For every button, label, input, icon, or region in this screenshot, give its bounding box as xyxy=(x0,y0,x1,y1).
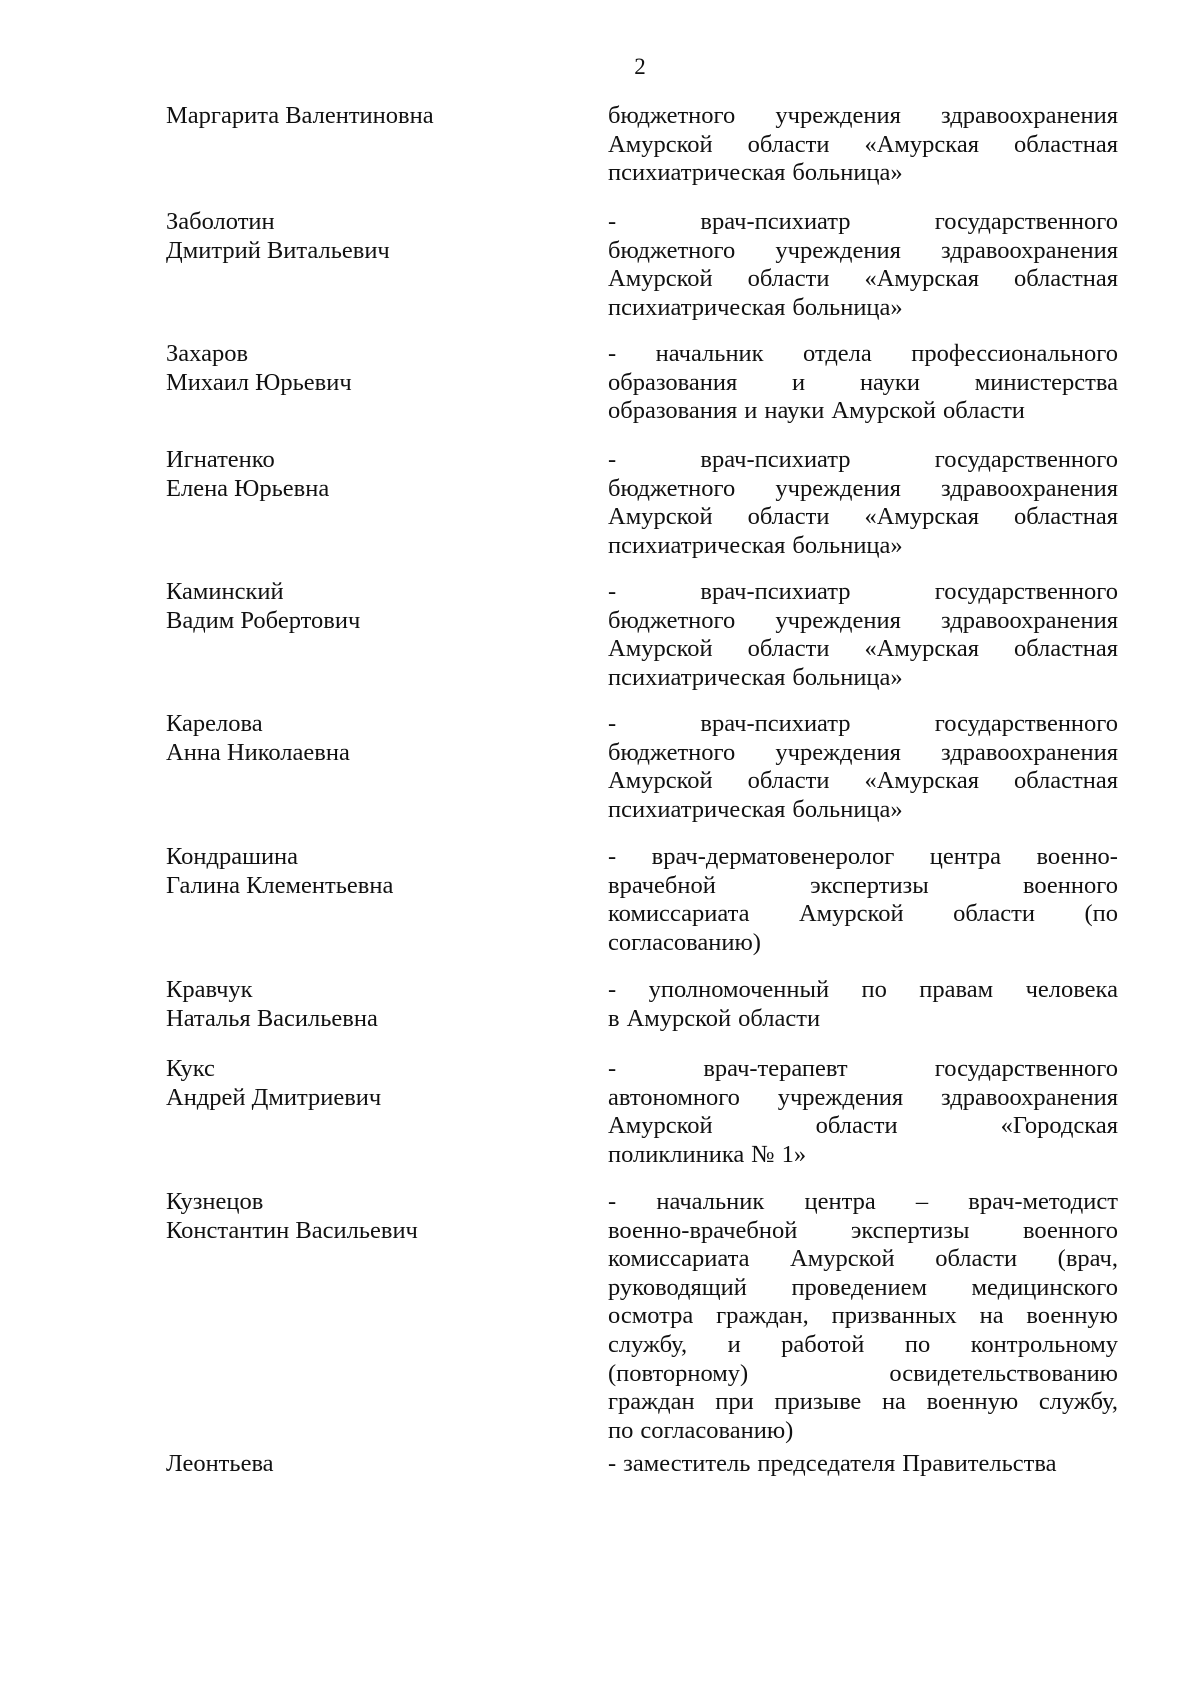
position-line xyxy=(608,929,1118,958)
position-line xyxy=(608,767,1118,796)
member-name-line: Константин Васильевич xyxy=(166,1216,418,1244)
position-word: призыве xyxy=(774,1388,862,1416)
member-name-line: Леонтьева xyxy=(166,1450,274,1477)
member-name xyxy=(166,1055,566,1112)
position-line xyxy=(608,208,1118,237)
position-word: человека xyxy=(1025,976,1118,1003)
position-word: здравоохранения xyxy=(941,606,1118,634)
position-line xyxy=(608,1141,1118,1170)
position-word: области xyxy=(815,1112,898,1140)
position-word: больница» xyxy=(792,795,903,823)
member-name-line: Каминский xyxy=(166,578,284,605)
position-word: начальник xyxy=(655,340,764,367)
member-name-line: Галина Клементьевна xyxy=(166,871,394,899)
position-word: психиатрическая xyxy=(608,159,786,187)
position-word: на xyxy=(979,1302,1004,1330)
position-line xyxy=(608,1331,1118,1360)
position-word: областная xyxy=(1013,503,1118,531)
position-word: контрольному xyxy=(970,1330,1118,1358)
position-word: психиатрическая xyxy=(608,293,786,321)
position-word: Амурской xyxy=(831,397,936,425)
position-word: бюджетного xyxy=(608,236,736,264)
position-line xyxy=(608,532,1118,561)
position-line xyxy=(608,1302,1118,1331)
position-word: граждан xyxy=(608,1388,695,1416)
member-position xyxy=(608,710,1118,824)
position-word: (повторному) xyxy=(608,1359,749,1387)
position-word: (по xyxy=(1084,900,1118,928)
position-word: области xyxy=(738,1004,821,1032)
position-word: - xyxy=(608,446,617,473)
position-word: - xyxy=(608,1188,617,1215)
position-word: бюджетного xyxy=(608,102,736,129)
member-position xyxy=(608,1188,1118,1445)
member-name-line: Карелова xyxy=(166,710,263,737)
position-word: начальник xyxy=(656,1188,765,1215)
position-word: государственного xyxy=(934,446,1118,473)
member-name-line: Анна Николаевна xyxy=(166,738,350,766)
position-word: бюджетного xyxy=(608,606,736,634)
position-line xyxy=(608,1112,1118,1141)
position-word: государственного xyxy=(934,208,1118,235)
member-name xyxy=(166,1188,566,1245)
position-word: согласованию) xyxy=(608,928,761,956)
member-name xyxy=(166,1450,566,1479)
position-word: Амурской xyxy=(608,635,713,663)
position-word: области xyxy=(747,503,830,531)
position-word: согласованию) xyxy=(640,1416,794,1444)
position-word: области xyxy=(747,265,830,293)
position-word: врач-психиатр xyxy=(700,710,851,737)
position-word: службу, xyxy=(608,1330,688,1358)
position-word: - xyxy=(608,1450,617,1477)
position-line xyxy=(608,739,1118,768)
position-word: «Амурская xyxy=(864,503,979,531)
position-word: комиссариата xyxy=(608,900,750,928)
position-word: призванных xyxy=(831,1302,957,1330)
position-line xyxy=(608,843,1118,872)
position-word: уполномоченный xyxy=(648,976,830,1003)
position-word: областная xyxy=(1013,130,1118,158)
position-line xyxy=(608,578,1118,607)
member-position xyxy=(608,1450,1118,1479)
position-line xyxy=(608,796,1118,825)
position-word: государственного xyxy=(934,578,1118,605)
position-word: руководящий xyxy=(608,1273,747,1301)
member-name-line: Кукс xyxy=(166,1055,215,1082)
position-word: поликлиника xyxy=(608,1140,745,1168)
position-word: и xyxy=(792,368,806,396)
position-word: медицинского xyxy=(971,1273,1118,1301)
position-word: военно- xyxy=(1036,843,1118,870)
position-word: науки xyxy=(859,368,920,396)
position-word: и xyxy=(727,1330,741,1358)
position-word: врач-дерматовенеролог xyxy=(651,843,895,870)
position-word: бюджетного xyxy=(608,738,736,766)
position-word: области xyxy=(747,635,830,663)
position-line xyxy=(608,976,1118,1005)
position-word: образования xyxy=(608,397,738,425)
position-word: Амурской xyxy=(608,265,713,293)
position-word: областная xyxy=(1013,265,1118,293)
position-word: осмотра xyxy=(608,1302,694,1330)
position-word: здравоохранения xyxy=(941,236,1118,264)
position-word: экспертизы xyxy=(810,871,929,899)
member-name xyxy=(166,446,566,503)
position-word: службу, xyxy=(1038,1388,1118,1416)
position-word: при xyxy=(715,1388,754,1416)
position-word: Правительства xyxy=(902,1450,1057,1477)
member-name-line: Вадим Робертович xyxy=(166,606,361,634)
position-word: больница» xyxy=(792,663,903,691)
position-line xyxy=(608,265,1118,294)
position-word: - xyxy=(608,578,617,605)
position-word: врач-психиатр xyxy=(700,578,851,605)
position-word: правам xyxy=(919,976,994,1003)
member-name-line: Кондрашина xyxy=(166,843,299,870)
member-name xyxy=(166,843,566,900)
position-word: здравоохранения xyxy=(941,738,1118,766)
position-word: «Амурская xyxy=(864,130,979,158)
member-name-line: Михаил Юрьевич xyxy=(166,368,352,396)
position-line xyxy=(608,1417,1118,1446)
member-name xyxy=(166,102,566,131)
position-word: Амурской xyxy=(790,1245,895,1273)
position-word: комиссариата xyxy=(608,1245,750,1273)
position-line xyxy=(608,397,1118,426)
position-word: учреждения xyxy=(777,1083,904,1111)
position-line xyxy=(608,159,1118,188)
member-position xyxy=(608,976,1118,1033)
position-word: проведением xyxy=(791,1273,927,1301)
position-word: - xyxy=(608,208,617,235)
member-position xyxy=(608,208,1118,322)
position-word: государственного xyxy=(934,1055,1118,1082)
position-word: учреждения xyxy=(775,474,901,502)
member-name-line: Кравчук xyxy=(166,976,253,1003)
position-word: работой xyxy=(781,1330,865,1358)
position-word: военную xyxy=(926,1388,1019,1416)
member-name-line: Дмитрий Витальевич xyxy=(166,236,390,264)
position-word: - xyxy=(608,843,617,870)
position-line xyxy=(608,1360,1118,1389)
position-word: психиатрическая xyxy=(608,531,786,559)
position-word: 1» xyxy=(781,1140,807,1168)
member-name xyxy=(166,578,566,635)
position-line xyxy=(608,635,1118,664)
position-word: области xyxy=(942,397,1025,425)
position-word: учреждения xyxy=(775,102,901,129)
position-word: области xyxy=(747,130,830,158)
position-word: экспертизы xyxy=(850,1216,970,1244)
position-word: психиатрическая xyxy=(608,663,786,691)
member-name-line: Захаров xyxy=(166,340,249,367)
position-word: врач-психиатр xyxy=(700,208,851,235)
position-word: - xyxy=(608,340,617,367)
position-word: врач-терапевт xyxy=(703,1055,848,1082)
member-position xyxy=(608,446,1118,560)
position-word: министерства xyxy=(974,368,1118,396)
position-line xyxy=(608,475,1118,504)
position-line xyxy=(608,1245,1118,1274)
position-word: председателя xyxy=(757,1450,896,1477)
position-word: и xyxy=(744,397,758,425)
position-word: здравоохранения xyxy=(941,1083,1118,1111)
position-line xyxy=(608,503,1118,532)
position-word: врач-психиатр xyxy=(700,446,851,473)
position-line xyxy=(608,369,1118,398)
position-word: военного xyxy=(1023,1216,1118,1244)
position-word: центра xyxy=(929,843,1002,870)
member-name-line: Игнатенко xyxy=(166,446,275,473)
position-line xyxy=(608,1084,1118,1113)
position-word: - xyxy=(608,976,617,1003)
position-word: здравоохранения xyxy=(941,102,1118,129)
position-word: на xyxy=(881,1388,906,1416)
position-line xyxy=(608,131,1118,160)
position-word: учреждения xyxy=(775,606,901,634)
position-line xyxy=(608,237,1118,266)
position-word: бюджетного xyxy=(608,474,736,502)
position-line xyxy=(608,1005,1118,1034)
member-name-line: Наталья Васильевна xyxy=(166,1004,378,1032)
member-name xyxy=(166,710,566,767)
position-word: учреждения xyxy=(775,236,901,264)
position-line xyxy=(608,900,1118,929)
position-line xyxy=(608,294,1118,323)
position-word: автономного xyxy=(608,1083,740,1111)
member-name-line: Кузнецов xyxy=(166,1188,264,1215)
position-word: № xyxy=(751,1140,775,1168)
position-word: областная xyxy=(1013,767,1118,795)
member-position xyxy=(608,340,1118,426)
position-word: Амурской xyxy=(608,503,713,531)
position-line xyxy=(608,607,1118,636)
position-word: профессионального xyxy=(911,340,1118,367)
position-word: освидетельствованию xyxy=(889,1359,1118,1387)
position-line xyxy=(608,1217,1118,1246)
position-word: Амурской xyxy=(608,767,713,795)
position-word: - xyxy=(608,1055,617,1082)
position-word: по xyxy=(904,1330,931,1358)
position-word: государственного xyxy=(934,710,1118,737)
position-word: врачебной xyxy=(608,871,716,899)
position-word: науки xyxy=(764,397,825,425)
position-word: военно-врачебной xyxy=(608,1216,798,1244)
member-name-line: Елена Юрьевна xyxy=(166,474,330,502)
position-word: Амурской xyxy=(626,1004,732,1032)
position-line xyxy=(608,1450,1118,1479)
member-position xyxy=(608,102,1118,188)
position-word: области xyxy=(953,900,1035,928)
member-name xyxy=(166,340,566,397)
position-word: Амурской xyxy=(608,1112,713,1140)
position-word: области xyxy=(935,1245,1018,1273)
member-name-line: Заболотин xyxy=(166,208,275,235)
position-line xyxy=(608,1274,1118,1303)
position-word: «Амурская xyxy=(864,635,979,663)
position-word: больница» xyxy=(792,159,903,187)
position-word: военного xyxy=(1022,871,1118,899)
member-position xyxy=(608,843,1118,957)
position-word: здравоохранения xyxy=(941,474,1118,502)
member-name xyxy=(166,208,566,265)
position-word: центра xyxy=(804,1188,876,1215)
member-position xyxy=(608,1055,1118,1169)
position-word: заместитель xyxy=(623,1450,751,1477)
position-line xyxy=(608,710,1118,739)
position-word: «Амурская xyxy=(864,767,979,795)
position-word: учреждения xyxy=(775,738,901,766)
position-line xyxy=(608,340,1118,369)
position-line xyxy=(608,102,1118,131)
position-word: больница» xyxy=(792,293,903,321)
position-line xyxy=(608,446,1118,475)
position-word: больница» xyxy=(792,531,903,559)
position-word: граждан, xyxy=(716,1302,809,1330)
member-position xyxy=(608,578,1118,692)
position-word: по xyxy=(861,976,887,1003)
position-word: отдела xyxy=(803,340,872,367)
position-word: - xyxy=(608,710,617,737)
position-word: Амурской xyxy=(608,130,713,158)
position-line xyxy=(608,1388,1118,1417)
page-number: 2 xyxy=(634,54,646,79)
position-line xyxy=(608,872,1118,901)
position-word: психиатрическая xyxy=(608,795,786,823)
position-word: области xyxy=(747,767,830,795)
position-line xyxy=(608,1188,1118,1217)
position-word: образования xyxy=(608,368,738,396)
position-word: «Амурская xyxy=(864,265,979,293)
member-name-line: Маргарита Валентиновна xyxy=(166,102,434,129)
position-line xyxy=(608,1055,1118,1084)
position-word: в xyxy=(608,1004,620,1032)
position-word: (врач, xyxy=(1057,1245,1118,1273)
position-word: врач-методист xyxy=(968,1188,1118,1215)
position-word: областная xyxy=(1013,635,1118,663)
member-name xyxy=(166,976,566,1033)
position-word: «Городская xyxy=(1000,1112,1118,1140)
member-name-line: Андрей Дмитриевич xyxy=(166,1083,382,1111)
position-word: Амурской xyxy=(798,900,904,928)
position-word: – xyxy=(915,1188,929,1215)
position-word: военную xyxy=(1026,1302,1118,1330)
position-line xyxy=(608,664,1118,693)
position-word: по xyxy=(608,1416,634,1444)
